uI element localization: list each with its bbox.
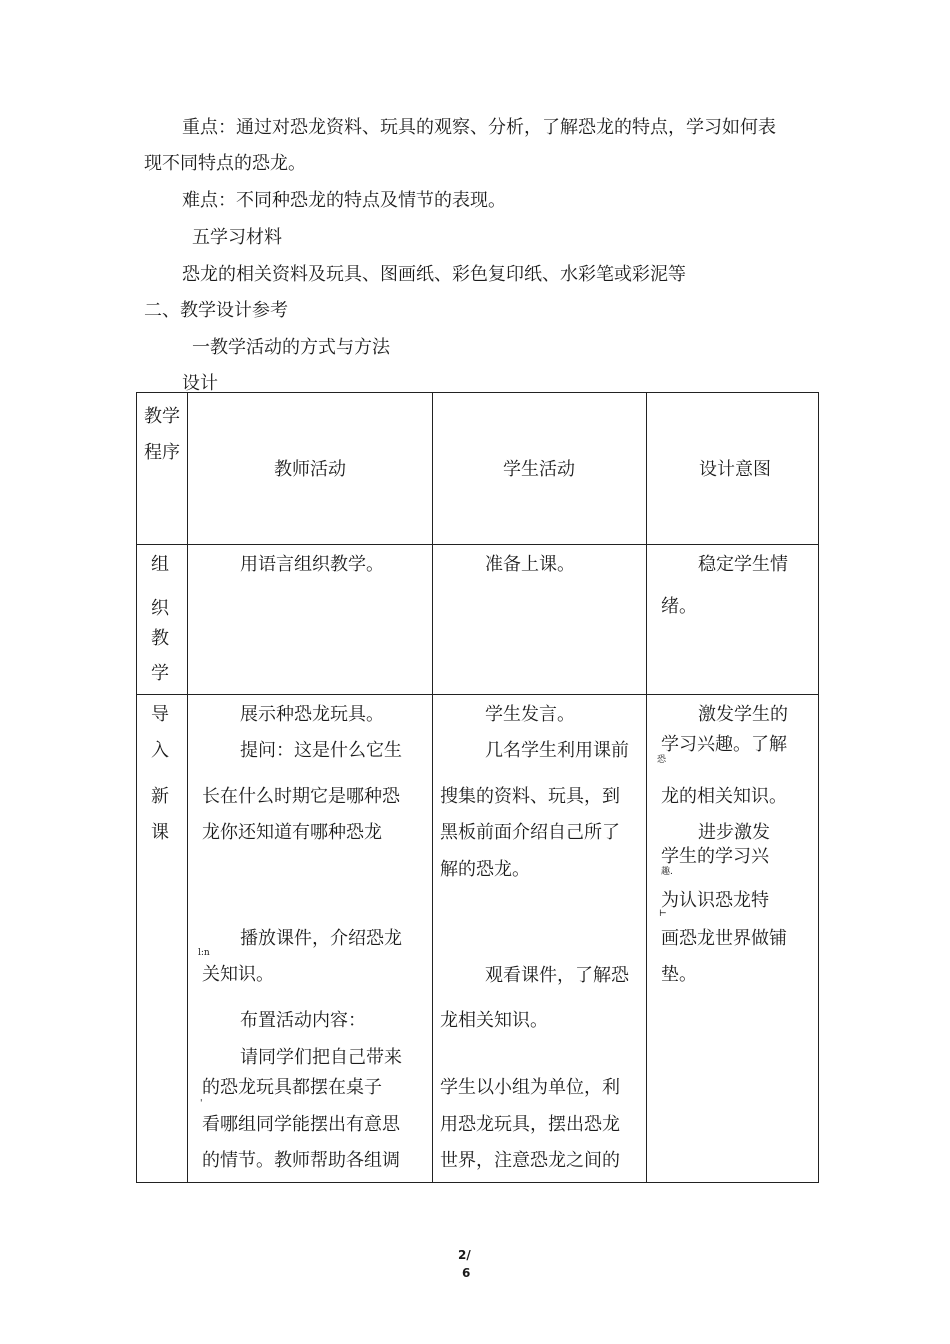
- row2-student-line: 龙相关知识。: [440, 1010, 548, 1031]
- row2-student-line: 观看课件，了解恐: [485, 965, 629, 986]
- header-program-line-2: 程序: [144, 442, 180, 463]
- row2-teacher-line: 长在什么时期它是哪种恐: [202, 786, 400, 807]
- row2-student-line: 搜集的资料、玩具，到: [440, 786, 620, 807]
- row1-program-char: 学: [151, 663, 169, 684]
- row2-intent-line: 龙的相关知识。: [661, 786, 787, 807]
- row2-teacher-line: 的情节。教师帮助各组调: [202, 1150, 400, 1171]
- row2-intent-line: 画恐龙世界做铺: [661, 928, 787, 949]
- row2-teacher-fragment: l:n: [198, 948, 210, 958]
- row2-intent-fragment: 趣.: [661, 867, 673, 877]
- key-point-line-2: 现不同特点的恐龙。: [144, 153, 306, 174]
- section-design-heading: 二、教学设计参考: [144, 300, 288, 321]
- row2-intent-line: 激发学生的: [698, 704, 788, 725]
- row2-intent-line: 进步激发: [698, 822, 770, 843]
- header-student-cell: [433, 393, 647, 545]
- header-teacher-cell: [188, 393, 433, 545]
- row2-intent-line: 垫。: [661, 964, 697, 985]
- row2-teacher-fragment: ': [200, 1099, 203, 1109]
- row2-student-line: 黑板前面介绍自己所了: [440, 822, 620, 843]
- row1-intent-line-2: 绪。: [661, 596, 697, 617]
- materials-line: 恐龙的相关资料及玩具、图画纸、彩色复印纸、水彩笔或彩泥等: [182, 264, 686, 285]
- row2-teacher-cell: [188, 695, 433, 1183]
- row1-teacher-text: 用语言组织教学。: [240, 554, 384, 575]
- row1-intent-line-1: 稳定学生情: [698, 554, 788, 575]
- header-intent-cell: [647, 393, 819, 545]
- row2-student-line: 几名学生利用课前: [485, 740, 629, 761]
- row2-intent-fragment: 恐: [657, 755, 667, 765]
- row2-intent-line: 学习兴趣。了解: [661, 734, 787, 755]
- row2-program-char: 新: [151, 786, 169, 807]
- row2-teacher-line: 关知识。: [202, 964, 274, 985]
- row2-student-line: 世界，注意恐龙之间的: [440, 1150, 620, 1171]
- table-row-organize: [137, 545, 819, 695]
- header-design-intent: 设计意图: [699, 459, 771, 480]
- row2-program-char: 导: [151, 704, 169, 725]
- row2-teacher-line: 布置活动内容：: [240, 1010, 366, 1031]
- row2-teacher-line: 播放课件，介绍恐龙: [240, 928, 402, 949]
- row2-student-cell: [433, 695, 647, 1183]
- row2-intent-fragment: ⊢: [659, 909, 667, 919]
- row1-program-char: 织: [151, 598, 169, 619]
- row1-program-char: 教: [151, 628, 169, 649]
- lesson-table: [136, 392, 819, 1183]
- section-materials-heading: 五学习材料: [192, 227, 282, 248]
- row2-student-line: 用恐龙玩具，摆出恐龙: [440, 1114, 620, 1135]
- header-student-activity: 学生活动: [503, 459, 575, 480]
- row2-intent-line: 学生的学习兴: [661, 846, 769, 867]
- table-row-introduction: [137, 695, 819, 1183]
- page-number-top: 2/: [458, 1248, 471, 1262]
- difficulty-line: 难点：不同种恐龙的特点及情节的表现。: [182, 190, 506, 211]
- row2-student-line: 解的恐龙。: [440, 859, 530, 880]
- row2-student-line: 学生以小组为单位，利: [440, 1077, 620, 1098]
- table-header-row: [137, 393, 819, 545]
- methods-heading: 一教学活动的方式与方法: [192, 337, 390, 358]
- row2-teacher-line: 提问：这是什么它生: [240, 740, 402, 761]
- row1-program-char: 组: [151, 554, 169, 575]
- row2-program-char: 入: [151, 740, 169, 761]
- key-point-line-1: 重点：通过对恐龙资料、玩具的观察、分析，了解恐龙的特点，学习如何表: [182, 117, 776, 138]
- row1-student-text: 准备上课。: [485, 554, 575, 575]
- row1-program-cell: [137, 545, 188, 695]
- design-label: 设计: [182, 373, 218, 394]
- header-program-cell: [137, 393, 188, 545]
- header-teacher-activity: 教师活动: [274, 459, 346, 480]
- row1-teacher-cell: [188, 545, 433, 695]
- row1-student-cell: [433, 545, 647, 695]
- row2-program-cell: [137, 695, 188, 1183]
- row2-student-line: 学生发言。: [485, 704, 575, 725]
- row2-teacher-line: 请同学们把自己带来: [240, 1047, 402, 1068]
- row2-intent-line: 为认识恐龙特: [661, 890, 769, 911]
- header-program-line-1: 教学: [144, 406, 180, 427]
- row2-teacher-line: 龙你还知道有哪种恐龙: [202, 822, 382, 843]
- row2-program-char: 课: [151, 822, 169, 843]
- page-number-bottom: 6: [462, 1266, 471, 1280]
- row2-intent-cell: [647, 695, 819, 1183]
- row2-teacher-line: 展示种恐龙玩具。: [240, 704, 384, 725]
- row2-teacher-line: 看哪组同学能摆出有意思: [202, 1114, 400, 1135]
- row1-intent-cell: [647, 545, 819, 695]
- row2-teacher-line: 的恐龙玩具都摆在桌子: [202, 1077, 382, 1098]
